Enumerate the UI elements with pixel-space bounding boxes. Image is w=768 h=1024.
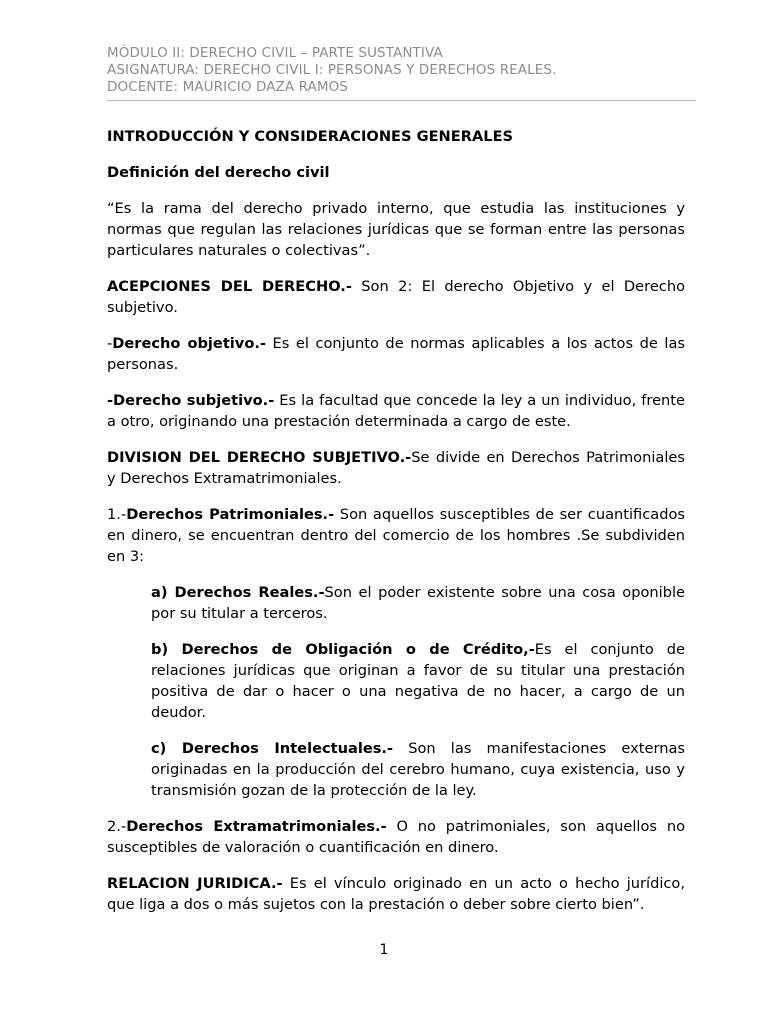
patrimoniales-prefix: 1.- [107, 506, 127, 523]
intelectuales-paragraph [151, 738, 685, 801]
reales-text: Son el poder existente sobre una cosa oponible por su titular a terceros. [151, 584, 685, 622]
extramatrimoniales-paragraph [107, 816, 685, 858]
relacion-text: Es el vínculo originado en un acto o hecho jurídico, que liga a dos o más sujetos con la prestación o deber sobre cierto bien”. [107, 875, 685, 913]
division-paragraph [107, 447, 685, 489]
division-text: Se divide en Derechos Patrimoniales y Derechos Extramatrimoniales. [107, 449, 685, 487]
acepciones-term: ACEPCIONES DEL DERECHO.- [107, 278, 352, 295]
objetivo-paragraph [107, 333, 685, 375]
subjetivo-paragraph [107, 390, 685, 432]
intelectuales-term: c) Derechos Intelectuales.- [151, 740, 394, 757]
definition-paragraph: “Es la rama del derecho privado interno, que estudia las instituciones y normas que regulan las relaciones jurídicas que se forman entre las personas particulares naturales o colectivas”. [107, 200, 685, 259]
subjetivo-term: -Derecho subjetivo.- [107, 392, 275, 409]
header-teacher: DOCENTE: MAURICIO DAZA RAMOS [107, 79, 349, 95]
objetivo-text: Es el conjunto de normas aplicables a los actos de las personas. [107, 335, 686, 373]
page-header [107, 45, 696, 101]
patrimoniales-paragraph [107, 504, 685, 567]
section-title: INTRODUCCIÓN Y CONSIDERACIONES GENERALES [107, 128, 514, 145]
patrimoniales-term: Derechos Patrimoniales.- [126, 506, 335, 523]
reales-term: a) Derechos Reales.- [151, 584, 325, 601]
reales-paragraph [151, 582, 685, 624]
obligacion-paragraph [151, 639, 685, 723]
document-body [107, 126, 685, 915]
obligacion-text: Es el conjunto de relaciones jurídicas que originan a favor de su titular una prestación positiva de dar o hacer o una negativa de no hacer, a cargo de un deudor. [151, 641, 685, 721]
header-module: MÓDULO II: DERECHO CIVIL – PARTE SUSTANTIVA [107, 45, 443, 61]
acepciones-text: Son 2: El derecho Objetivo y el Derecho subjetivo. [107, 278, 685, 316]
section-subtitle: Definición del derecho civil [107, 164, 330, 181]
extramatrimoniales-term: Derechos Extramatrimoniales.- [126, 818, 387, 835]
objetivo-term: Derecho objetivo.- [112, 335, 266, 352]
division-term: DIVISION DEL DERECHO SUBJETIVO.- [107, 449, 412, 466]
subjetivo-text: Es la facultad que concede la ley a un individuo, frente a otro, originando una prestación determinada a cargo de este. [107, 392, 685, 430]
obligacion-term: b) Derechos de Obligación o de Crédito,- [151, 641, 535, 658]
patrimoniales-text: Son aquellos susceptibles de ser cuantificados en dinero, se encuentran dentro del comercio de los hombres .Se subdividen en 3: [107, 506, 685, 565]
extramatrimoniales-text: O no patrimoniales, son aquellos no susceptibles de valoración o cuantificación en dinero. [107, 818, 686, 856]
header-divider [107, 100, 696, 101]
relacion-paragraph [107, 873, 685, 915]
extramatrimoniales-prefix: 2.- [107, 818, 127, 835]
relacion-term: RELACION JURIDICA.- [107, 875, 283, 892]
objetivo-prefix: - [107, 335, 113, 352]
page-number: 1 [379, 942, 389, 958]
acepciones-paragraph [107, 276, 685, 318]
intelectuales-text: Son las manifestaciones externas originadas en la producción del cerebro humano, cuya existencia, uso y transmisión gozan de la protección de la ley. [151, 740, 685, 799]
header-subject: ASIGNATURA: DERECHO CIVIL I: PERSONAS Y DERECHOS REALES. [107, 62, 557, 78]
